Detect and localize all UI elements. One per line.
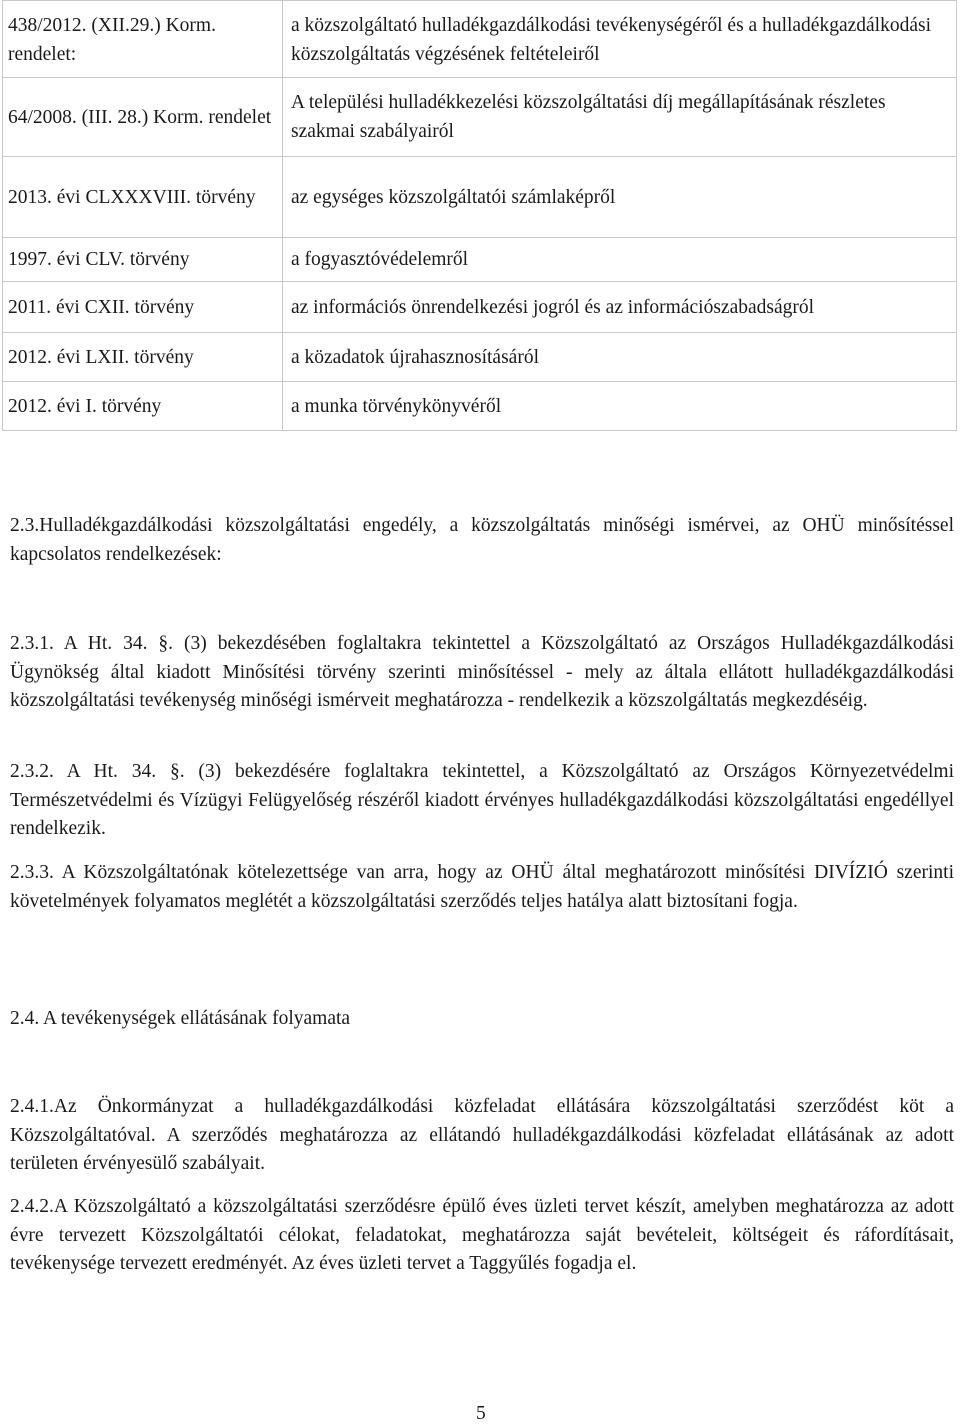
section-2-3-heading: 2.3.Hulladékgazdálkodási közszolgáltatási engedély, a közszolgáltatás minőségi ismérvei, az OHÜ minősítéssel kapcsolatos rendelkezések: <box>10 515 954 565</box>
law-title: az egységes közszolgáltatói számlaképről <box>283 157 957 238</box>
law-reference: 1997. évi CLV. törvény <box>3 238 283 282</box>
paragraph-2-4-1: 2.4.1.Az Önkormányzat a hulladékgazdálkodási közfeladat ellátására közszolgáltatási szerződést köt a Közszolgáltatóval. A szerződés meghatározza az ellátandó hulladékgazdálkodási közfeladat ellátásának az adott területen érvényesülő szabályait. <box>10 1096 954 1174</box>
paragraph-2-3-3: 2.3.3. A Közszolgáltatónak kötelezettsége van arra, hogy az OHÜ által meghatározott minősítési DIVÍZIÓ szerinti követelmények folyamatos meglétét a közszolgáltatási szerződés teljes hatálya alatt biztosítani fogja. <box>10 862 954 912</box>
law-title: a közszolgáltató hulladékgazdálkodási tevékenységéről és a hulladékgazdálkodási közszolgáltatás végzésének feltételeiről <box>283 1 957 78</box>
law-title: a közadatok újrahasznosításáról <box>283 333 957 382</box>
law-title: A települési hulladékkezelési közszolgáltatási díj megállapításának részletes szakmai szabályairól <box>283 78 957 157</box>
table-row <box>3 157 957 238</box>
table-row <box>3 78 957 157</box>
table-row <box>3 238 957 282</box>
legislation-table <box>2 0 957 431</box>
table-row <box>3 333 957 382</box>
law-title: a munka törvénykönyvéről <box>283 382 957 431</box>
law-reference: 2013. évi CLXXXVIII. törvény <box>3 157 283 238</box>
law-reference: 64/2008. (III. 28.) Korm. rendelet <box>3 78 283 157</box>
law-reference: 2011. évi CXII. törvény <box>3 282 283 333</box>
table-row <box>3 282 957 333</box>
page-number: 5 <box>476 1403 486 1424</box>
paragraph-2-3-1: 2.3.1. A Ht. 34. §. (3) bekezdésében foglaltakra tekintettel a Közszolgáltató az Országos Hulladékgazdálkodási Ügynökség által kiadott Minősítési törvény szerinti minősítéssel - mely az általa ellátott hulladékgazdálkodási közszolgáltatási tevékenység minőségi ismérveit meghatározza - rendelkezik a közszolgáltatás megkezdéséig. <box>10 633 954 711</box>
paragraph-2-3-2: 2.3.2. A Ht. 34. §. (3) bekezdésére foglaltakra tekintettel, a Közszolgáltató az Országos Környezetvédelmi Természetvédelmi és Vízügyi Felügyelőség részéről kiadott érvényes hulladékgazdálkodási közszolgáltatási engedéllyel rendelkezik. <box>10 761 954 839</box>
law-reference: 2012. évi I. törvény <box>3 382 283 431</box>
law-title: az információs önrendelkezési jogról és az információszabadságról <box>283 282 957 333</box>
table-row <box>3 1 957 78</box>
section-2-4-heading: 2.4. A tevékenységek ellátásának folyamata <box>10 1008 351 1029</box>
law-reference: 438/2012. (XII.29.) Korm. rendelet: <box>3 1 283 78</box>
table-row <box>3 382 957 431</box>
law-reference: 2012. évi LXII. törvény <box>3 333 283 382</box>
law-title: a fogyasztóvédelemről <box>283 238 957 282</box>
paragraph-2-4-2: 2.4.2.A Közszolgáltató a közszolgáltatási szerződésre épülő éves üzleti tervet készít, amelyben meghatározza az adott évre tervezett Közszolgáltatói célokat, feladatokat, meghatározza saját bevételeit, költségeit és ráfordításait, tevékenysége tervezett eredményét. Az éves üzleti tervet a Taggyűlés fogadja el. <box>10 1196 954 1274</box>
